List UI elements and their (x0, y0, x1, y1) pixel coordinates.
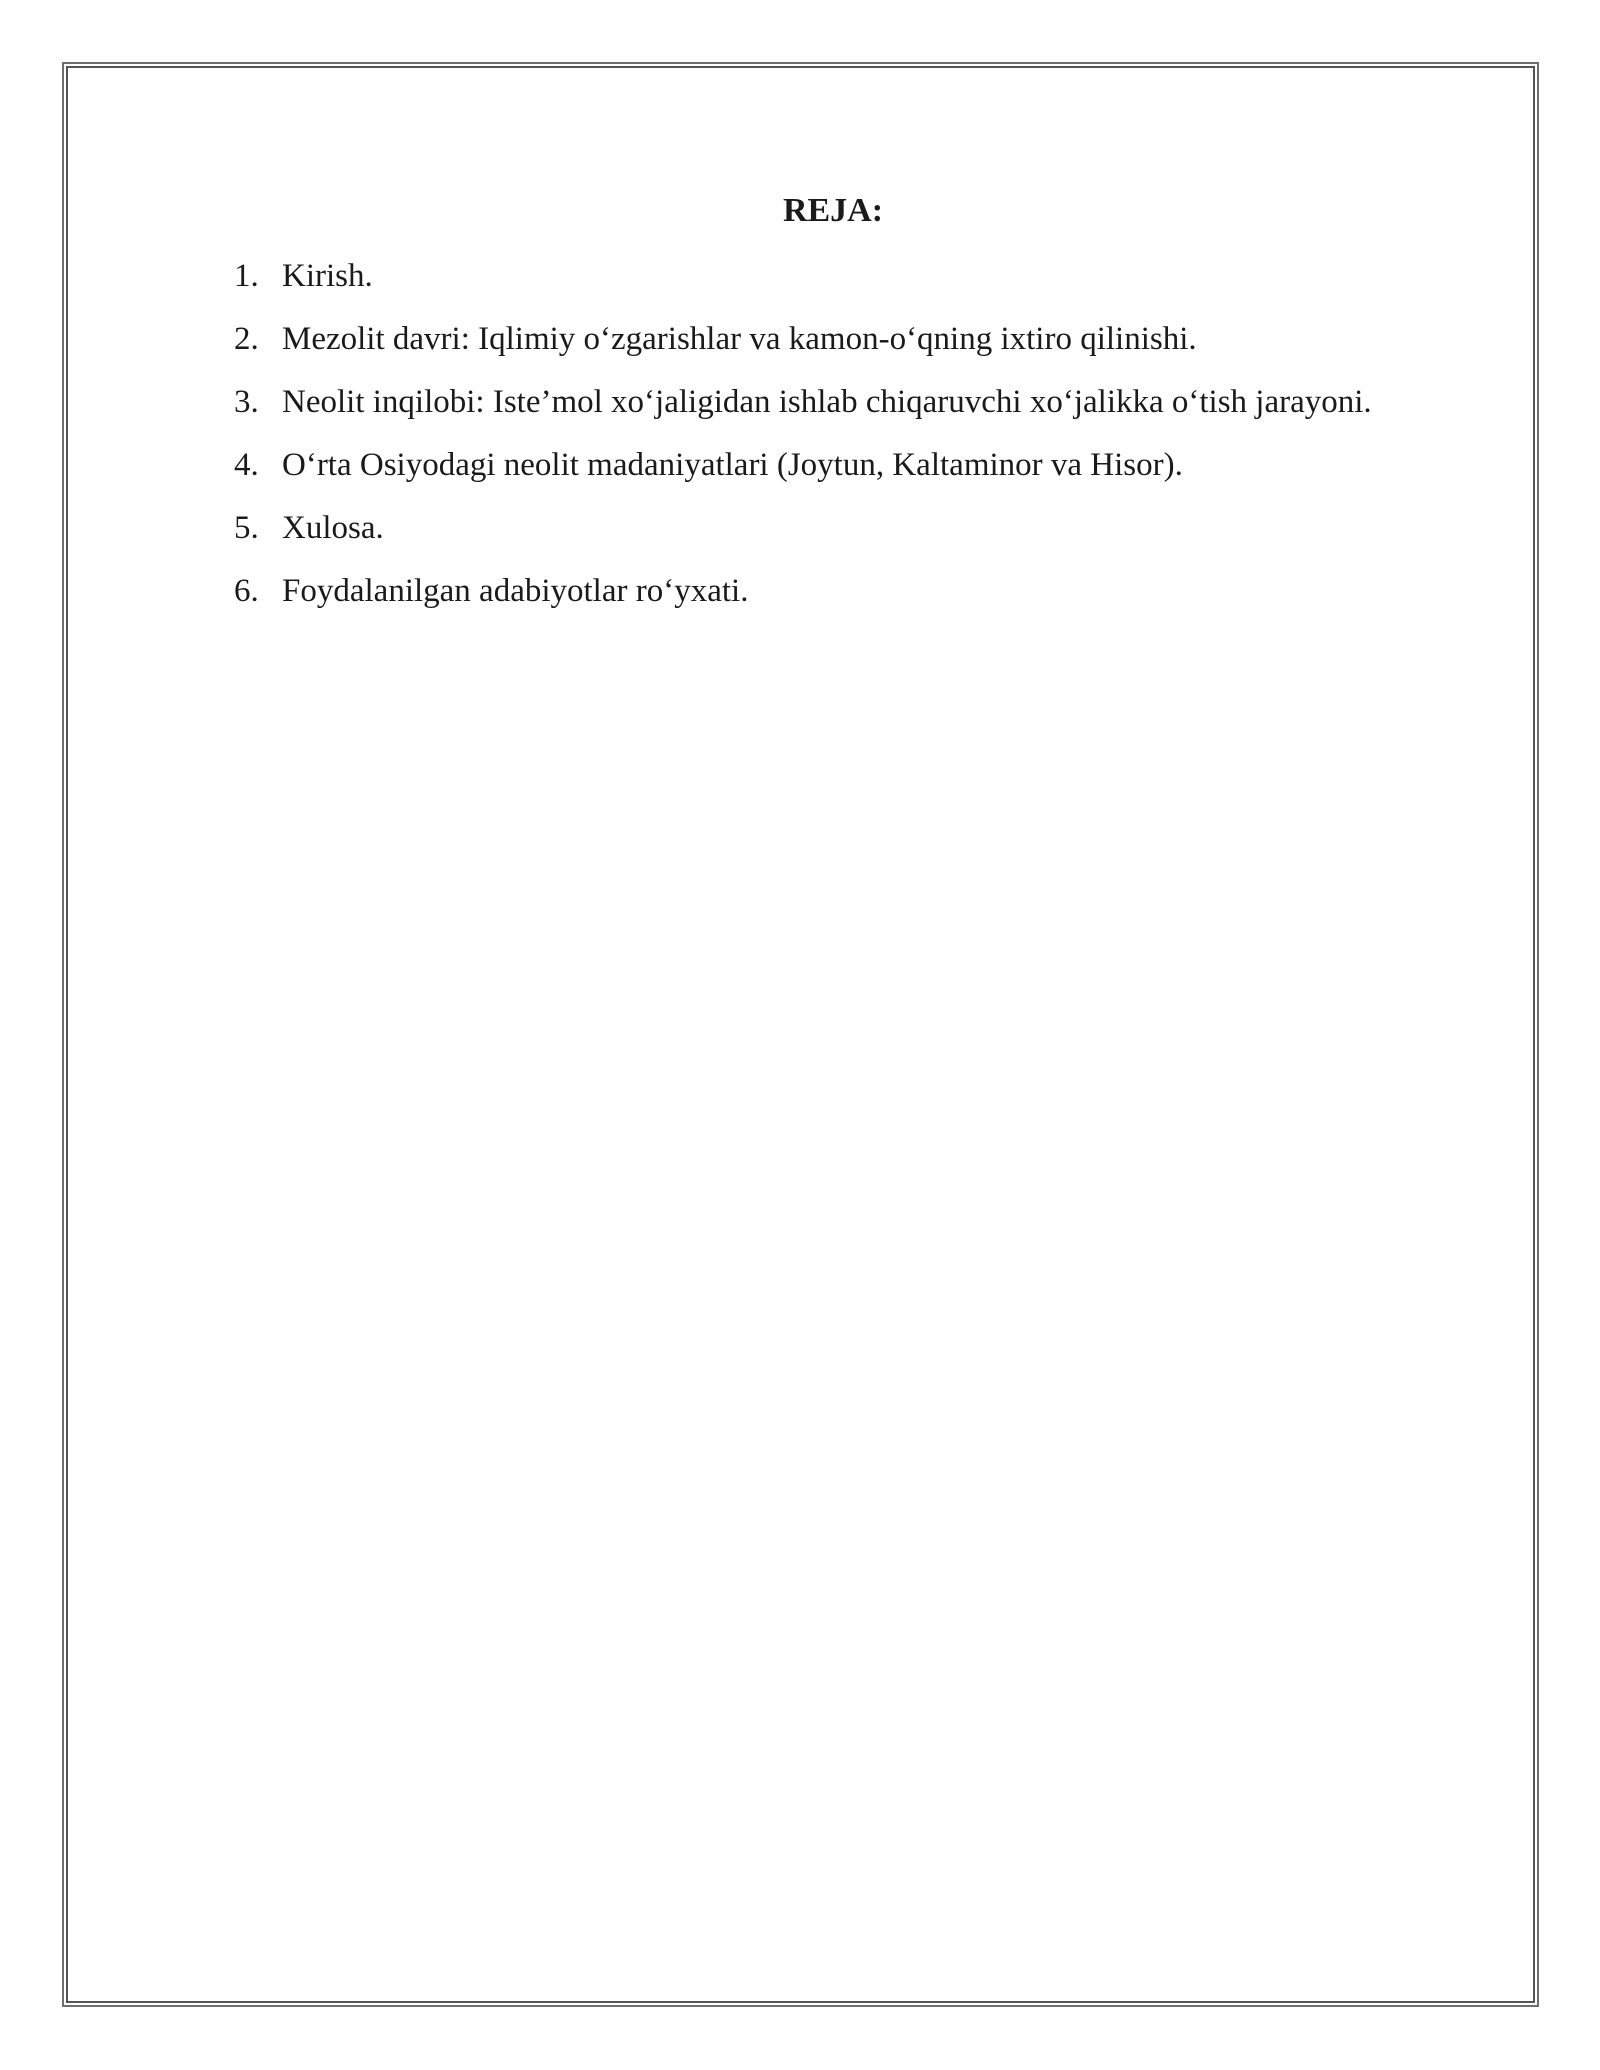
list-item-number: 4. (234, 447, 259, 483)
list-item-number: 6. (234, 573, 259, 609)
list-item (234, 497, 1404, 560)
list-item (234, 245, 1404, 308)
page-content (234, 185, 1404, 623)
list-item-text: Xulosa. (282, 510, 384, 546)
list-item-number: 2. (234, 321, 259, 357)
list-item-number: 5. (234, 510, 259, 546)
list-item (234, 371, 1404, 434)
page-title: REJA: (782, 192, 884, 229)
plan-list (234, 245, 1404, 623)
list-item-text: O‘rta Osiyodagi neolit madaniyatlari (Joytun, Kaltaminor va Hisor). (282, 447, 1183, 483)
list-item-number: 1. (234, 258, 259, 294)
list-item (234, 434, 1404, 497)
list-item-number: 3. (234, 384, 259, 420)
list-item-text: Kirish. (282, 258, 373, 294)
list-item-text: Foydalanilgan adabiyotlar ro‘yxati. (282, 573, 749, 609)
list-item-text: Mezolit davri: Iqlimiy o‘zgarishlar va kamon-o‘qning ixtiro qilinishi. (282, 321, 1197, 357)
list-item-text: Neolit inqilobi: Iste’mol xo‘jaligidan ishlab chiqaruvchi xo‘jalikka o‘tish jarayoni. (282, 384, 1372, 420)
list-item (234, 560, 1404, 623)
list-item (234, 308, 1404, 371)
